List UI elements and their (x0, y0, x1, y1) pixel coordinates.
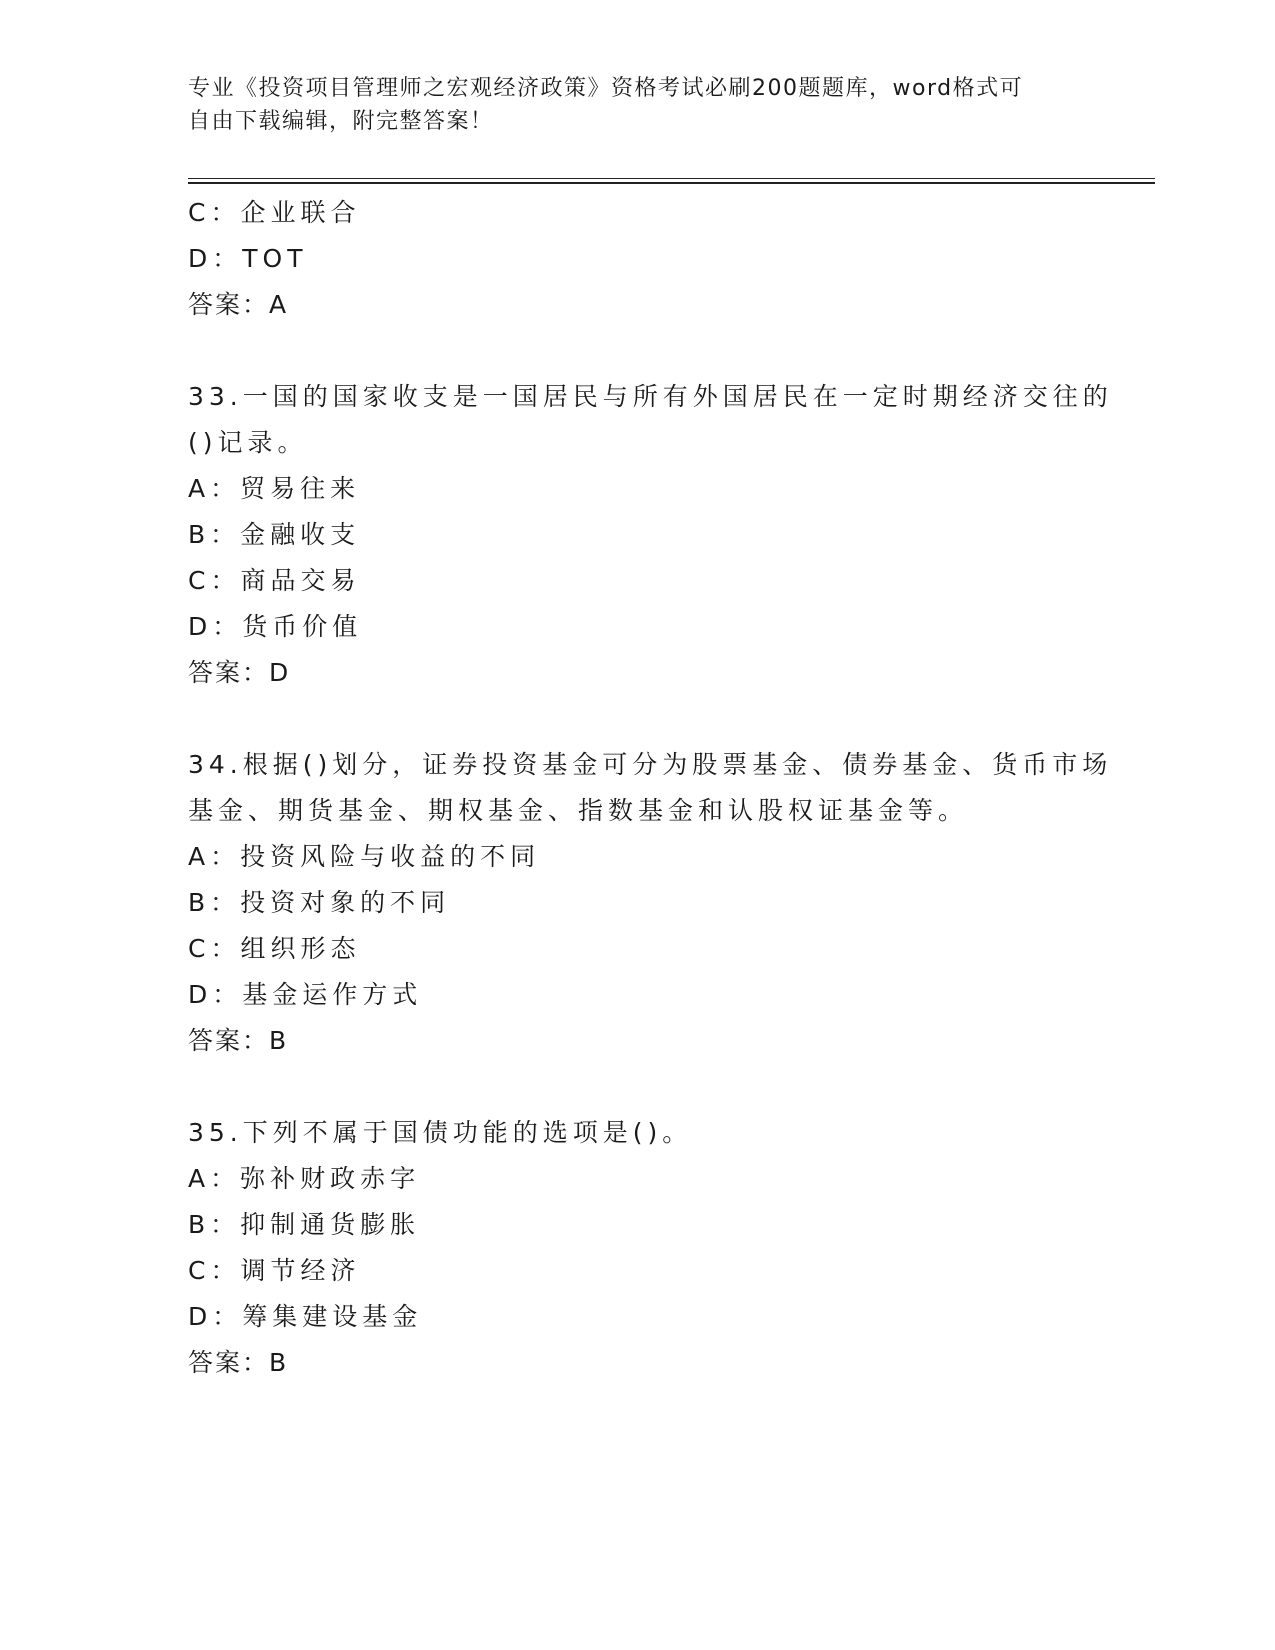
option-c: C：调节经济 (188, 1256, 361, 1285)
header-divider-top (188, 178, 1155, 179)
option-a: A：弥补财政赤字 (188, 1164, 421, 1193)
question-32-continued (188, 190, 1088, 328)
answer: 答案：B (188, 1348, 289, 1377)
question-content (188, 190, 1113, 1386)
question-text-line-1: 33.一国的国家收支是一国居民与所有外国居民在一定时期经济交往的 (188, 382, 1113, 411)
answer: 答案：D (188, 658, 291, 687)
spacer (188, 1064, 1088, 1110)
option-c: C：组织形态 (188, 934, 361, 963)
question-text-line-1: 35.下列不属于国债功能的选项是()。 (188, 1118, 693, 1147)
header-text-line-1: 专业《投资项目管理师之宏观经济政策》资格考试必刷200题题库，word格式可 (188, 76, 1024, 101)
spacer (188, 696, 1088, 742)
option-d: D：基金运作方式 (188, 980, 423, 1009)
option-a: A：投资风险与收益的不同 (188, 842, 541, 871)
option-a: A：贸易往来 (188, 474, 361, 503)
option-d: D：TOT (188, 244, 308, 273)
option-b: B：投资对象的不同 (188, 888, 451, 917)
option-b: B：金融收支 (188, 520, 361, 549)
header-text-line-2: 自由下载编辑，附完整答案！ (188, 109, 494, 134)
header-divider-bottom (188, 182, 1155, 184)
question-text-line-1: 34.根据()划分，证券投资基金可分为股票基金、债券基金、货币市场 (188, 750, 1113, 779)
option-c: C：商品交易 (188, 566, 361, 595)
question-text-line-2: 基金、期货基金、期权基金、指数基金和认股权证基金等。 (188, 796, 969, 825)
question-35 (188, 1110, 1088, 1386)
question-34 (188, 742, 1113, 1064)
question-33 (188, 374, 1113, 696)
spacer (188, 328, 1088, 374)
document-header (188, 72, 1088, 138)
option-d: D：货币价值 (188, 612, 363, 641)
answer: 答案：A (188, 290, 289, 319)
answer: 答案：B (188, 1026, 289, 1055)
option-d: D：筹集建设基金 (188, 1302, 423, 1331)
option-c: C：企业联合 (188, 198, 361, 227)
question-text-line-2: ()记录。 (188, 428, 308, 457)
option-b: B：抑制通货膨胀 (188, 1210, 421, 1239)
